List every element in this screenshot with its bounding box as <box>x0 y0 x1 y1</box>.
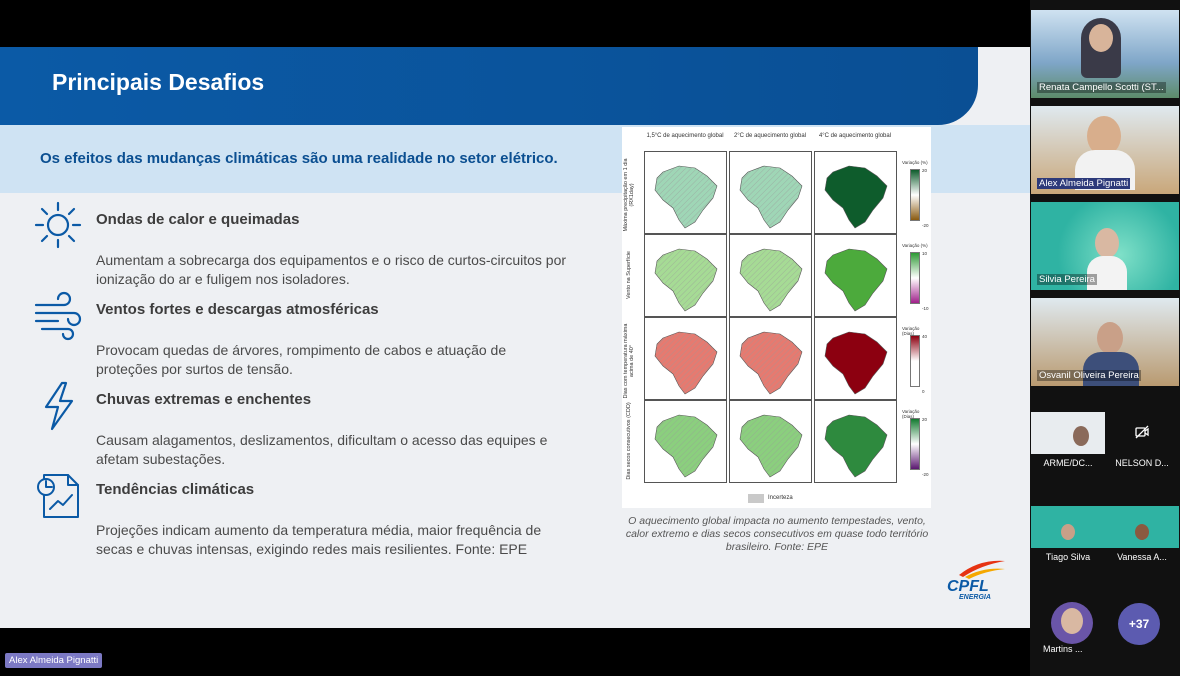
shared-slide <box>0 47 1030 628</box>
item-text: Projeções indicam aumento da temperatura média, maior frequência de secas e chuvas intensas, exigindo redes mais resilientes. Fonte: EPE <box>96 522 542 557</box>
brazil-map-cell <box>729 151 812 234</box>
brazil-map-cell <box>644 317 727 400</box>
participant-tile-small[interactable] <box>1105 506 1179 566</box>
participant-tile-small[interactable] <box>1031 600 1105 656</box>
challenge-item-rain <box>30 379 590 469</box>
column-header: 4°C de aquecimento global <box>818 133 892 139</box>
brazil-map-cell <box>729 400 812 483</box>
scale-tick-label: 20 <box>922 417 928 422</box>
color-scale-bar <box>910 252 920 304</box>
row-label: Vento na Superfície <box>626 251 632 300</box>
brazil-map-cell <box>644 400 727 483</box>
challenge-item-wind <box>30 289 590 379</box>
participant-name: Osvanil Oliveira Pereira <box>1039 370 1139 381</box>
brazil-map-cell <box>814 317 897 400</box>
sun-icon <box>32 199 84 251</box>
brazil-map-cell <box>814 151 897 234</box>
wind-icon <box>32 289 84 341</box>
challenge-item-heat <box>30 199 590 289</box>
brazil-map-cell <box>814 400 897 483</box>
brazil-map-cell <box>644 151 727 234</box>
climate-maps-figure <box>622 127 931 508</box>
uncertainty-swatch <box>748 494 764 503</box>
participants-panel[interactable] <box>1030 0 1180 676</box>
participant-name: Vanessa A... <box>1105 548 1179 566</box>
slide-title-bar <box>0 47 978 125</box>
item-heading: Tendências climáticas <box>96 481 255 498</box>
uncertainty-legend: Incerteza <box>768 495 793 501</box>
color-scale-bar <box>910 169 920 221</box>
color-scale-bar <box>910 418 920 470</box>
more-participants-button[interactable]: +37 <box>1118 603 1160 645</box>
scale-title: Variação (%) <box>902 160 928 165</box>
participant-name: Renata Campello Scotti (ST... <box>1039 82 1164 93</box>
row-label: Máxima precipitação em 1 dia (RX1day) <box>623 158 635 232</box>
item-text: Provocam quedas de árvores, rompimento de cabos e atuação de proteções por surtos de tensão. <box>96 342 507 377</box>
color-scale-bar <box>910 335 920 387</box>
participant-tile[interactable] <box>1031 10 1179 98</box>
scale-tick-label: 10 <box>922 251 928 256</box>
scale-tick-label: 40 <box>922 334 928 339</box>
brazil-map-cell <box>729 317 812 400</box>
participant-name: Silvia Pereira <box>1039 274 1095 285</box>
item-text: Causam alagamentos, deslizamentos, dificultam o acesso das equipes e afetam subestações. <box>96 432 548 467</box>
participant-tile-small[interactable] <box>1031 506 1105 566</box>
participant-name: ARME/DC... <box>1031 454 1105 472</box>
brazil-map-cell <box>729 234 812 317</box>
participant-tile-small[interactable] <box>1105 412 1179 472</box>
row-label: Dias secos consecutivos (CDD) <box>626 402 632 480</box>
scale-title: Variação (Dias) <box>902 326 920 336</box>
scale-tick-label: 20 <box>922 168 928 173</box>
column-header: 2°C de aquecimento global <box>733 133 807 139</box>
slide-title: Principais Desafios <box>52 69 265 95</box>
participant-name: Tiago Silva <box>1031 548 1105 566</box>
column-header: 1,5°C de aquecimento global <box>646 133 724 139</box>
scale-tick-label: 0 <box>922 389 925 394</box>
item-heading: Ventos fortes e descargas atmosféricas <box>96 301 379 318</box>
challenge-item-trends <box>30 469 590 569</box>
cpfl-logo <box>945 555 1007 603</box>
participant-name: Alex Almeida Pignatti <box>1039 178 1129 189</box>
video-off-icon <box>1134 424 1150 440</box>
item-heading: Chuvas extremas e enchentes <box>96 391 312 408</box>
logo-subtext: ENERGIA <box>959 594 991 601</box>
brazil-map-cell <box>814 234 897 317</box>
scale-title: Variação (Dias) <box>902 409 920 419</box>
participant-name: Martins ... <box>1043 644 1083 654</box>
figure-caption: O aquecimento global impacta no aumento tempestades, vento, calor extremo e dias secos consecutivos em quase todo território brasileiro. Fonte: EPE <box>625 515 929 553</box>
participant-tile[interactable] <box>1031 202 1179 290</box>
scale-tick-label: -20 <box>922 223 929 228</box>
logo-text: CPFL <box>947 578 989 595</box>
slide-subtitle: Os efeitos das mudanças climáticas são uma realidade no setor elétrico. <box>40 150 558 167</box>
scale-tick-label: -10 <box>922 306 929 311</box>
item-heading: Ondas de calor e queimadas <box>96 211 300 228</box>
participant-tile[interactable] <box>1031 298 1179 386</box>
scale-title: Variação (%) <box>902 243 928 248</box>
lightning-icon <box>32 379 84 431</box>
participant-name: NELSON D... <box>1115 458 1169 468</box>
scale-tick-label: -20 <box>922 472 929 477</box>
participant-tile[interactable] <box>1031 106 1179 194</box>
item-text: Aumentam a sobrecarga dos equipamentos e o risco de curtos-circuitos por ionização do ar e fuligem nos isoladores. <box>96 252 567 287</box>
active-speaker-tag: Alex Almeida Pignatti <box>5 653 102 668</box>
row-label: Dias com temperatura máxima acima de 40° <box>623 323 635 399</box>
brazil-map-cell <box>644 234 727 317</box>
trend-document-icon <box>32 469 84 521</box>
participant-tile-small[interactable] <box>1031 412 1105 472</box>
